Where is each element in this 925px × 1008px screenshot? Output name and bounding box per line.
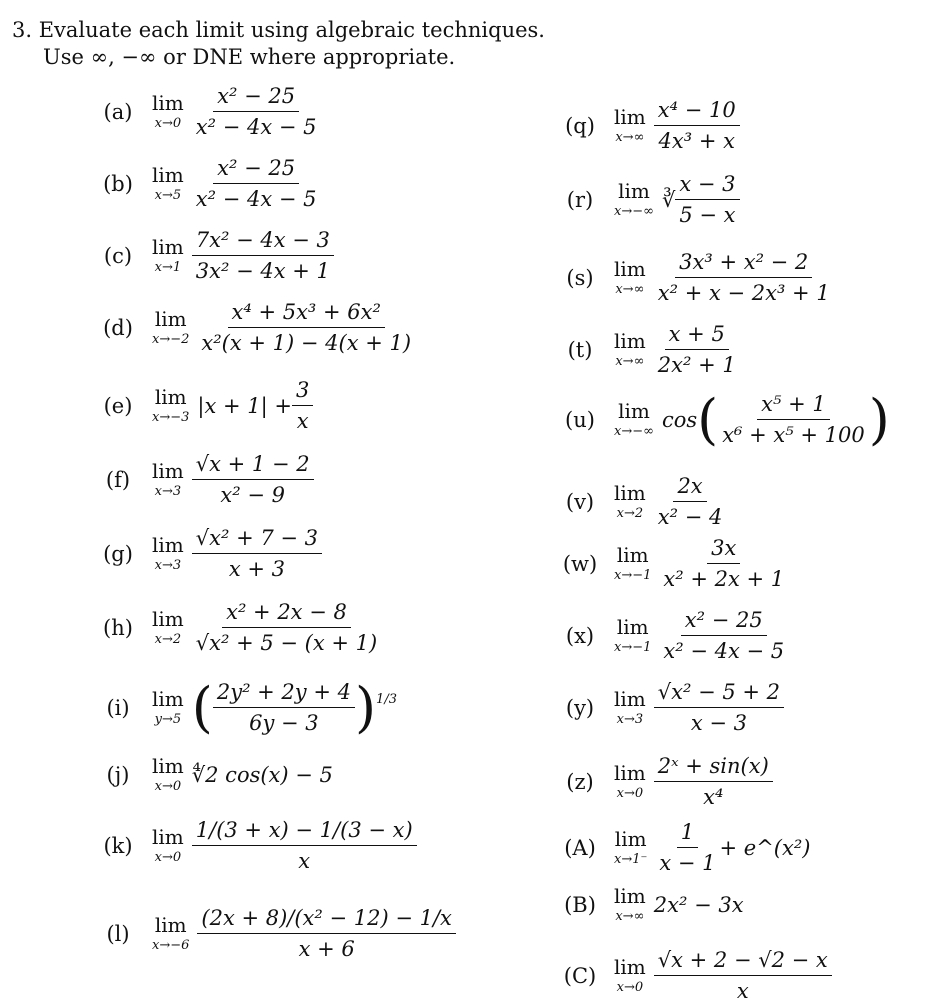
denominator: x + 3: [228, 557, 285, 581]
problem-label: (b): [103, 171, 133, 196]
numerator: 3x³ + x² − 2: [675, 250, 812, 278]
fraction: [197, 906, 456, 961]
limit-problem-left-0: [88, 84, 321, 139]
problem-label: (t): [567, 337, 593, 362]
fraction: [654, 754, 773, 809]
limit-problem-right-6: [550, 536, 788, 591]
problem-label: (y): [565, 695, 595, 720]
limit-problem-right-3: [550, 322, 740, 377]
numerator: √x + 2 − √2 − x: [654, 948, 832, 976]
limit-operator: lim x→0: [614, 761, 646, 801]
limit-operator: lim x→−∞: [614, 399, 654, 439]
numerator: x² − 25: [213, 156, 299, 184]
problem-label: (f): [105, 467, 131, 492]
denominator: 2x² + 1: [657, 353, 736, 377]
limit-problem-left-3: [88, 300, 415, 355]
limit-operator: lim x→∞: [614, 884, 646, 924]
limit-problem-right-2: [550, 250, 834, 305]
fraction: [654, 250, 834, 305]
fraction: [192, 452, 314, 507]
numerator: 1/(3 + x) − 1/(3 − x): [192, 818, 417, 846]
limit-problem-right-10: [550, 820, 810, 875]
problem-label: (B): [564, 892, 596, 917]
denominator: x + 6: [298, 937, 355, 961]
limit-operator: lim x→0: [152, 754, 184, 794]
limit-operator: lim y→5: [152, 687, 184, 727]
numerator: 3: [292, 378, 313, 406]
problem-label: (k): [103, 833, 133, 858]
fraction: [659, 608, 788, 663]
limit-operator: lim x→0: [152, 825, 184, 865]
numerator: x − 3: [675, 172, 739, 200]
problem-label: (j): [106, 762, 130, 787]
fraction: [213, 680, 355, 735]
problem-label: (l): [106, 921, 130, 946]
limit-operator: lim x→∞: [614, 105, 646, 145]
fraction: [655, 820, 719, 875]
numerator: √x² + 7 − 3: [192, 526, 322, 554]
limit-operator: lim x→5: [152, 163, 184, 203]
limit-operator: lim x→−1: [614, 543, 652, 583]
limit-operator: lim x→0: [614, 955, 646, 995]
denominator: x² + 2x + 1: [663, 567, 785, 591]
fraction: [659, 536, 788, 591]
denominator: 6y − 3: [249, 711, 319, 735]
numerator: x² + 2x − 8: [222, 600, 351, 628]
limit-problem-right-0: [550, 98, 740, 153]
fraction: [192, 818, 417, 873]
denominator: 4x³ + x: [658, 129, 735, 153]
limit-operator: lim x→3: [152, 533, 184, 573]
fraction: [654, 948, 832, 1003]
limit-operator: lim x→3: [152, 459, 184, 499]
numerator: x⁵ + 1: [757, 392, 830, 420]
limit-problem-left-2: [88, 228, 334, 283]
problem-label: (w): [562, 551, 598, 576]
denominator: √x² + 5 − (x + 1): [195, 631, 378, 655]
numerator: √x + 1 − 2: [192, 452, 314, 480]
limit-operator: lim x→−1: [614, 615, 652, 655]
limit-problem-left-4: [88, 378, 313, 433]
limit-problem-right-12: [550, 948, 832, 1003]
numerator: 3x: [707, 536, 740, 564]
problem-label: (x): [565, 623, 595, 648]
problem-label: (h): [103, 615, 133, 640]
denominator: x − 3: [690, 711, 747, 735]
denominator: x⁶ + x⁵ + 100: [722, 423, 865, 447]
limit-problem-left-6: [88, 526, 322, 581]
limit-problem-left-5: [88, 452, 314, 507]
limit-problem-right-9: [550, 754, 773, 809]
fraction: [192, 156, 321, 211]
numerator: (2x + 8)/(x² − 12) − 1/x: [197, 906, 456, 934]
problem-label: (s): [566, 265, 594, 290]
fraction: [192, 84, 321, 139]
limit-problem-right-1: [550, 172, 740, 227]
denominator: x² − 4x − 5: [195, 115, 317, 139]
problem-label: (q): [565, 113, 595, 138]
problem-label: (c): [103, 243, 133, 268]
problem-label: (i): [106, 695, 130, 720]
fraction: [197, 300, 415, 355]
denominator: x² − 4x − 5: [663, 639, 785, 663]
problem-label: (u): [565, 407, 595, 432]
exponent: 1/3: [376, 692, 397, 707]
expression: |x + 1| +: [197, 393, 292, 418]
denominator: x² − 9: [220, 483, 285, 507]
fraction: [675, 172, 739, 227]
limit-operator: lim x→∞: [614, 257, 646, 297]
problem-label: (A): [564, 835, 596, 860]
numerator: 7x² − 4x − 3: [192, 228, 334, 256]
limit-problem-right-4: (u) lim x→−∞ cos ( $\frac{\text{x⁵ + 1}}{\text{x⁶ + x⁵ + 100}}$ ): [550, 392, 890, 447]
limit-operator: lim x→1⁻: [614, 827, 648, 867]
expression: 2x² − 3x: [653, 892, 744, 917]
denominator: x: [736, 979, 749, 1003]
problem-label: (g): [103, 541, 133, 566]
limit-problem-right-5: [550, 474, 726, 529]
problem-heading: 3. Evaluate each limit using algebraic techniques.: [12, 18, 545, 42]
limit-operator: lim x→−2: [152, 307, 190, 347]
denominator: x² − 4x − 5: [195, 187, 317, 211]
numerator: x² − 25: [213, 84, 299, 112]
expression: cos: [661, 407, 698, 432]
denominator: x − 1: [659, 851, 716, 875]
limit-problem-left-8: (i) lim y→5 ( $\frac{\text{2y² + 2y + 4}}{6y - 3}$ ) 1/3: [88, 680, 397, 735]
problem-label: (d): [103, 315, 133, 340]
denominator: x: [296, 409, 309, 433]
fraction: [192, 228, 334, 283]
problem-label: (C): [563, 963, 597, 988]
fraction: [654, 474, 727, 529]
denominator: x: [298, 849, 311, 873]
limit-operator: lim x→−∞: [614, 179, 654, 219]
fraction: [192, 526, 322, 581]
numerator: x⁴ − 10: [654, 98, 740, 126]
limit-operator: lim x→−3: [152, 385, 190, 425]
fraction: [718, 392, 869, 447]
limit-operator: lim x→3: [614, 687, 646, 727]
numerator: x² − 25: [681, 608, 767, 636]
expression: ∜2 cos(x) − 5: [191, 762, 333, 787]
numerator: 1: [677, 820, 698, 848]
problem-label: (z): [566, 769, 594, 794]
denominator: x² + x − 2x³ + 1: [657, 281, 830, 305]
problem-label: (r): [566, 187, 594, 212]
limit-operator: lim x→∞: [614, 329, 646, 369]
denominator: 3x² − 4x + 1: [195, 259, 330, 283]
limit-problem-left-10: [88, 818, 417, 873]
limit-problem-right-11: [550, 886, 744, 923]
numerator: 2ˣ + sin(x): [654, 754, 773, 782]
limit-operator: lim x→−6: [152, 913, 190, 953]
limit-operator: lim x→2: [614, 481, 646, 521]
limit-operator: lim x→2: [152, 607, 184, 647]
numerator: x + 5: [665, 322, 729, 350]
fraction: [654, 98, 740, 153]
numerator: 2y² + 2y + 4: [213, 680, 355, 708]
numerator: 2x: [673, 474, 706, 502]
fraction: [192, 600, 381, 655]
limit-problem-right-7: [550, 608, 788, 663]
denominator: 5 − x: [679, 203, 736, 227]
fraction: [292, 378, 313, 433]
fraction: [654, 680, 784, 735]
problem-label: (v): [565, 489, 595, 514]
problem-label: (e): [103, 393, 133, 418]
numerator: √x² − 5 + 2: [654, 680, 784, 708]
problem-label: (a): [103, 99, 133, 124]
expression-tail: + e^(x²): [719, 835, 811, 860]
denominator: x² − 4: [657, 505, 723, 529]
limit-operator: lim x→1: [152, 235, 184, 275]
expression: ∛: [661, 187, 676, 212]
limit-problem-right-8: [550, 680, 784, 735]
denominator: x²(x + 1) − 4(x + 1): [201, 331, 412, 355]
limit-operator: lim x→0: [152, 91, 184, 131]
limit-problem-left-7: [88, 600, 381, 655]
denominator: x⁴: [703, 785, 724, 809]
limit-problem-left-11: [88, 906, 456, 961]
problem-instructions: Use ∞, −∞ or DNE where appropriate.: [43, 45, 456, 69]
fraction: [654, 322, 740, 377]
numerator: x⁴ + 5x³ + 6x²: [228, 300, 385, 328]
limit-problem-left-1: [88, 156, 321, 211]
limit-problem-left-9: [88, 756, 333, 793]
